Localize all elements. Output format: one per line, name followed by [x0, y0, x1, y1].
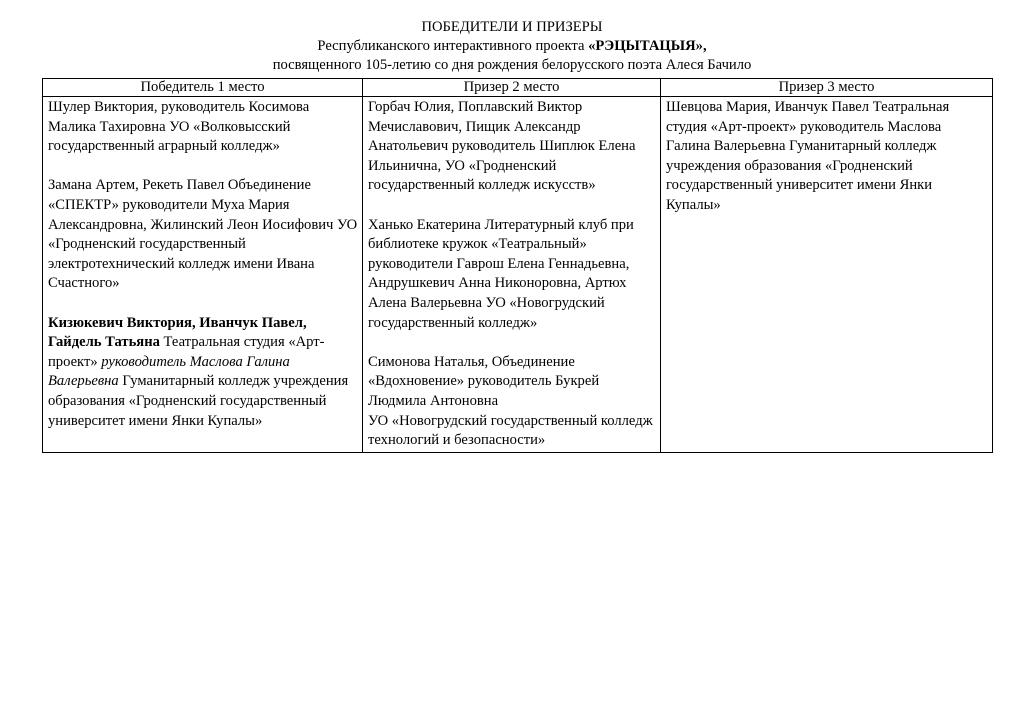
first-place-entry-3 — [48, 314, 358, 432]
results-table — [42, 78, 993, 453]
first-place-entry-1: Шулер Виктория, руководитель Косимова Малика Тахировна УО «Волковысский государственный аграрный колледж» — [48, 99, 310, 155]
second-place-entry-3-institution: УО «Новогрудский государственный колледж технологий и безопасности» — [368, 412, 653, 449]
first-place-cell — [43, 97, 363, 453]
third-place-cell — [661, 97, 993, 453]
first-place-entry-3-supervisor: руководитель Маслова Галина Валерьевна — [48, 353, 290, 390]
first-place-entry-3-institution: Гуманитарный колледж учреждения образования «Гродненский государственный университет имени Янки Купалы» — [48, 373, 349, 429]
second-place-entry-3: Симонова Наталья, Объединение «Вдохновение» руководитель Букрей Людмила Антоновна — [368, 353, 600, 409]
first-place-entry-2: Замана Артем, Рекеть Павел Объединение «СПЕКТР» руководители Муха Мария Александровна, Жилинский Леон Иосифович УО «Гродненский государственный электротехнический колледж имени Ивана Счастного» — [48, 177, 358, 292]
header-third-place: Призер 3 место — [661, 79, 993, 97]
second-place-entry-1: Горбач Юлия, Поплавский Виктор Мечиславович, Пищик Александр Анатольевич руководитель Шиплюк Елена Ильинична, УО «Гродненский государственный колледж искусств» — [368, 99, 636, 194]
table-row — [43, 97, 993, 453]
header-project-prefix: Республиканского интерактивного проекта — [317, 38, 589, 54]
first-place-entry-3-studio: Театральная студия «Арт-проект» — [48, 334, 325, 370]
third-place-entry-1: Шевцова Мария, Иванчук Павел Театральная студия «Арт-проект» руководитель Маслова Галина Валерьевна Гуманитарный колледж учреждения образования «Гродненский государственный университет имени Янки Купалы» — [666, 99, 950, 213]
table-header-row — [43, 79, 993, 97]
header-project-line — [0, 37, 1024, 56]
header-dedication: посвященного 105-летию со дня рождения белорусского поэта Алеся Бачило — [272, 57, 752, 73]
first-place-entry-3-names: Кизюкевич Виктория, Иванчук Павел, Гайдель Татьяна — [48, 314, 307, 351]
second-place-cell — [363, 97, 661, 453]
second-place-entry-2: Ханько Екатерина Литературный клуб при библиотеке кружок «Театральный» руководители Гаврош Елена Геннадьевна, Андрушкевич Анна Никоноровна, Артюх Алена Валерьевна УО «Новогрудский государственный колледж» — [368, 216, 634, 331]
header-first-place: Победитель 1 место — [43, 79, 363, 97]
header-second-place: Призер 2 место — [363, 79, 661, 97]
header-project-name: «РЭЦЫТАЦЫЯ», — [588, 38, 707, 54]
header-title: ПОБЕДИТЕЛИ И ПРИЗЕРЫ — [421, 19, 603, 35]
document-header — [0, 18, 1024, 75]
